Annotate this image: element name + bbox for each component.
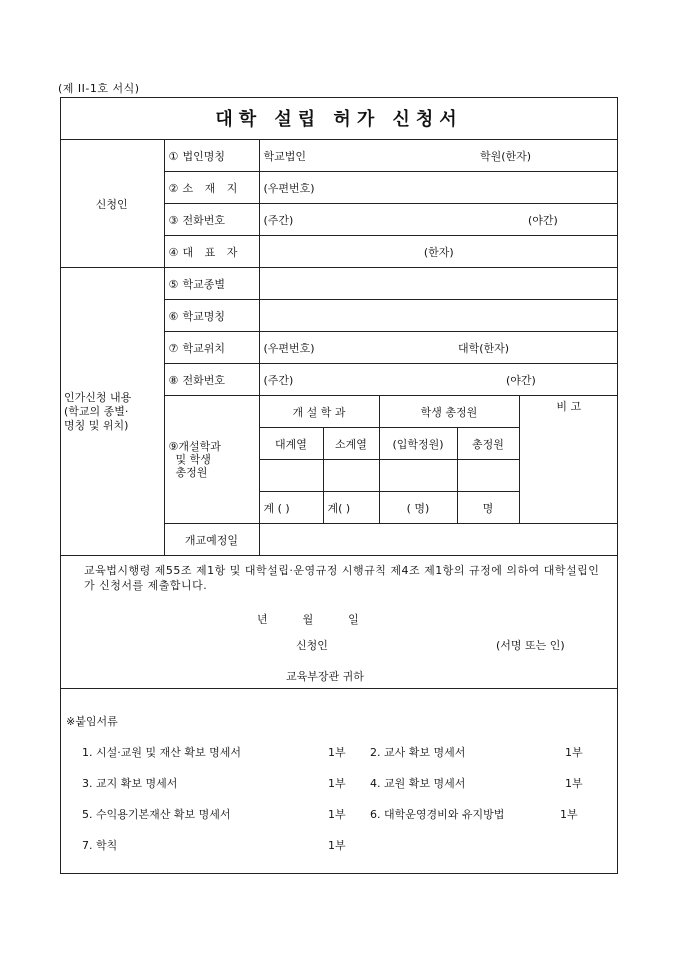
attachment-6-count: 1부 — [560, 808, 578, 821]
attachment-1: 1. 시설·교원 및 재산 확보 명세서 — [82, 746, 241, 759]
admission-quota-input[interactable] — [379, 460, 457, 492]
minor-category-input[interactable] — [323, 460, 379, 492]
date-line[interactable]: 년 월 일 — [257, 613, 359, 626]
total-quota-input[interactable] — [457, 460, 519, 492]
school-type-field[interactable] — [259, 268, 618, 300]
major-category-header: 대계열 — [259, 428, 323, 460]
address-label: ② 소 재 지 — [164, 172, 259, 204]
representative-field[interactable]: (한자) — [259, 236, 618, 268]
attachment-4: 4. 교원 확보 명세서 — [370, 777, 466, 790]
dept-header: 개 설 학 과 — [259, 396, 379, 428]
addressee: 교육부장관 귀하 — [286, 670, 364, 683]
form-caption: (제 II-1호 서식) — [58, 82, 140, 95]
school-phone-field[interactable]: (주간) (야간) — [259, 364, 618, 396]
school-type-label: ⑤ 학교종별 — [164, 268, 259, 300]
opening-date-label: 개교예정일 — [164, 524, 259, 556]
remarks-cell: 비 고 — [519, 396, 618, 524]
attachment-5-count: 1부 — [328, 808, 346, 821]
corp-hanja: 학원(한자) — [480, 149, 532, 163]
row-corp-name — [60, 140, 618, 172]
minor-category-header: 소계열 — [323, 428, 379, 460]
title-row — [60, 97, 618, 140]
corp-prefix: 학교법인 — [263, 149, 307, 163]
school-location-label: ⑦ 학교위치 — [164, 332, 259, 364]
attachment-6: 6. 대학운영경비와 유지방법 — [370, 808, 505, 821]
department-label: ⑨개설학과 및 학생 총정원 — [164, 396, 259, 524]
applicant-label: 신청인 — [60, 140, 164, 268]
school-location-field[interactable]: (우편번호) 대학(한자) — [259, 332, 618, 364]
attachments-title: ※붙임서류 — [66, 715, 118, 728]
school-phone-label: ⑧ 전화번호 — [164, 364, 259, 396]
declaration-text: 교육법시행령 제55조 제1항 및 대학설립·운영규정 시행규칙 제4조 제1항의 규정에 의하여 대학설립인가 신청서를 제출합니다. — [84, 564, 600, 592]
form-title: 대학 설립 허가 신청서 — [215, 109, 463, 130]
phone-field[interactable]: (주간) (야간) — [259, 204, 618, 236]
permission-label: 인가신청 내용 (학교의 종별· 명칭 및 위치) — [60, 268, 164, 556]
school-name-label: ⑥ 학교명칭 — [164, 300, 259, 332]
address-field[interactable]: (우편번호) — [259, 172, 618, 204]
phone-label: ③ 전화번호 — [164, 204, 259, 236]
attachment-7-count: 1부 — [328, 839, 346, 852]
major-category-input[interactable] — [259, 460, 323, 492]
total-quota-header: 총정원 — [457, 428, 519, 460]
application-table — [60, 140, 618, 556]
attachment-2: 2. 교사 확보 명세서 — [370, 746, 466, 759]
major-sum[interactable]: 계 ( ) — [259, 492, 323, 524]
corp-name-field[interactable] — [259, 140, 618, 172]
total-sum[interactable]: 명 — [457, 492, 519, 524]
applicant-sign-label: 신청인 — [296, 639, 328, 652]
attachment-7: 7. 학칙 — [82, 839, 118, 852]
school-name-field[interactable] — [259, 300, 618, 332]
students-header: 학생 총정원 — [379, 396, 519, 428]
attachment-4-count: 1부 — [565, 777, 583, 790]
sign-seal-mark[interactable]: (서명 또는 인) — [496, 639, 565, 652]
representative-label: ④ 대 표 자 — [164, 236, 259, 268]
minor-sum[interactable]: 계( ) — [323, 492, 379, 524]
row-school-type — [60, 268, 618, 300]
attachment-3-count: 1부 — [328, 777, 346, 790]
admission-quota-header: (입학정원) — [379, 428, 457, 460]
corp-name-label: ① 법인명칭 — [164, 140, 259, 172]
attachment-1-count: 1부 — [328, 746, 346, 759]
attachment-3: 3. 교지 확보 명세서 — [82, 777, 178, 790]
attachment-5: 5. 수익용기본재산 확보 명세서 — [82, 808, 231, 821]
admission-sum[interactable]: ( 명) — [379, 492, 457, 524]
attachment-2-count: 1부 — [565, 746, 583, 759]
